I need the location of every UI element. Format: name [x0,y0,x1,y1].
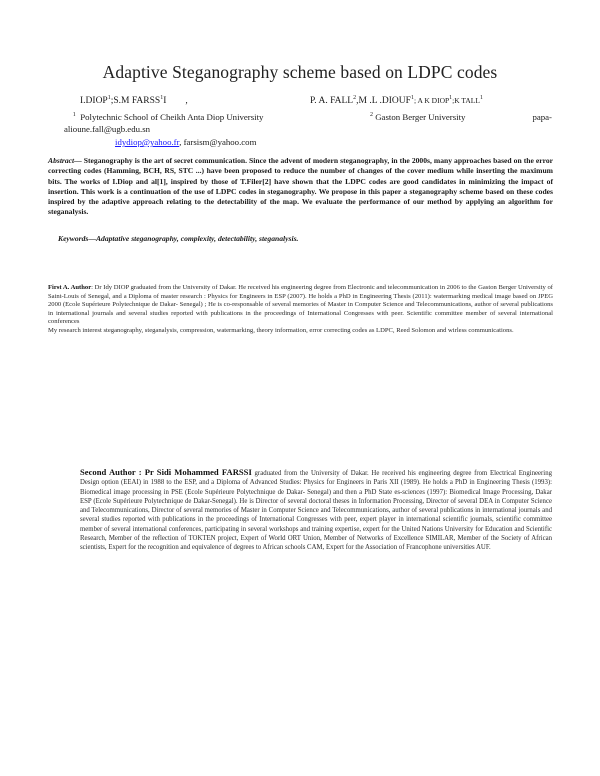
abstract-text: Steganography is the art of secret communication. Since the advent of modern steganography, in the 2000s, many approaches based on the error correcting codes (Hamming, BCH, RS, STC ...) have been proposed to reduce the number of changes of the cover medium while inserting the maximum bits. The works of I.Diop and al[1], inspired by those of T.Filer[2] have shown that the LDPC codes are good candidates in minimizing the impact of insertion. This work is a continuation of the use of LDPC codes in steganography. We propose in this paper a steganography scheme based on these codes inspired by the adaptive approach relating to the detectability of the map. We evaluate the performance of our method by applying an algorithm for steganalysis. [48,156,553,217]
affiliation-right [370,111,552,123]
affiliation-1-mark: 1 [72,112,76,119]
bio-first-research-interest: My research interest steganography, steganalysis, compression, watermarking, theory information, error correcting codes as LDPC, Reed Solomon and wirless communications. [48,326,514,334]
author-fall: P. A. FALL [310,96,354,106]
email-fall-head: papa- [532,112,552,122]
keywords: Keywords—Adaptative steganography, complexity, detectability, steganalysis. [58,234,299,243]
author-farssi: ;S.M FARSS [110,96,161,106]
email-link-diop[interactable]: idydiop@yahoo.fr [115,137,180,147]
bio-first-text: : Dr Idy DIOP graduated from the University of Dakar. He received his engineering degree from Electronic and telecommunication in 2006 to the Gaston Berger University of Saint-Louis of Senegal, and a Diploma of master research : Physics for Engineers in ESP (2007). He holds a PhD in Engineering Thesis (2011): watermarking medical image based on JPEG 2000 (Ecole Supérieure Polytechnique de Dakar- Senegal) ; He is co-responsable of several memories of Master in Computer Science and Telecommunications, author of several publications in international journals and several studies reported with publications in the proceedings of International Congresses with peer. Scientific committee member of several international conferences [48,284,553,326]
bio-first-author [48,284,553,336]
author-line-right [310,96,483,106]
bio-second-author [80,468,552,553]
author-emails [115,137,256,147]
abstract-heading: Abstract— [48,156,82,165]
author-fall-affiliation-mark: 2 [353,94,357,101]
affiliation-1-text: Polytechnic School of Cheikh Anta Diop University [80,112,264,122]
author-diouf-affiliation-mark: 1 [410,94,414,101]
email-fall-tail: alioune.fall@ugb.edu.sn [64,124,151,134]
author-line-left [80,96,188,106]
author-ak-diop: ; A K DIOP [413,96,450,105]
affiliation-left [64,111,296,135]
bio-first-heading: First A. Author [48,284,92,291]
paper-title: Adaptive Steganography scheme based on LDPC codes [102,62,498,82]
author-farssi-tail: I [163,96,167,106]
bio-second-text: graduated from the University of Dakar. He received his engineering degree from Electrical Engineering Design option (EEAI) in 1988 to the ESP, and a Diploma of Advanced Studies: Physics for Engineers in Paris XII (1989). He holds a PhD in Engineering Thesis (1993): Biomedical image processing in PSE (Ecole Supérieure Polytechnique de Dakar- Senegal) and then a PhD State es-sciences (1997): Biomedical Image Processing, Dakar ESP (Ecole Supérieure Polytechnique de Dakar-Senegal). He is Director of several doctoral theses in Information Processing, Director of several DEA in Computer Science and Telecommunications, Director of several memories of Master in Computer Science and Telecommunications, author of several publications in international journals and several studies reported with publications in the proceedings of International Congresses with peer, expert player in international scientific journals, scientific committee member of several international conferences, participating in several workshops and training expertise, expert for the United Nations University for Education and Scientific Research, Member of the reflection of TOKTEN project, Expert of World ORT Union, Member of Networks of Excellence SIMILAR, Member of the Society of African scientists, Expert for the recognition and equivalence of degrees to African schools CAM, Expert for the Association of Francophone universities AUF. [80,470,552,552]
author-diouf: ,M .L .DIOUF [356,96,411,106]
abstract [48,156,553,218]
author-ak-diop-affiliation-mark: 1 [449,94,453,101]
author-diop: I.DIOP [80,96,108,106]
bio-second-heading: Second Author : Pr Sidi Mohammed FARSSI [80,467,252,477]
author-tall: ;K TALL [452,96,480,105]
author-diop-affiliation-mark: 1 [107,94,111,101]
affiliation-2-text: Gaston Berger University [375,112,466,122]
author-tall-affiliation-mark: 1 [479,94,483,101]
author-farssi-affiliation-mark: 1 [160,94,164,101]
affiliation-2-mark: 2 [370,112,373,119]
author-separator: , [185,96,188,106]
email-farssi: , farsism@yahoo.com [179,137,257,147]
